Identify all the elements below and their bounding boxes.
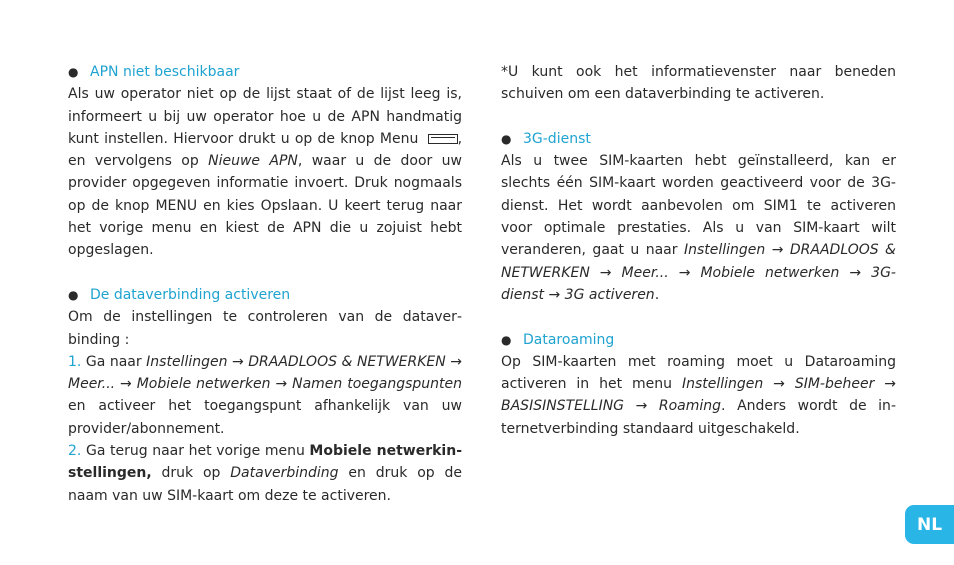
step-2-post: en druk op de naam van uw SIM-kaart om deze te activeren. bbox=[68, 465, 462, 504]
menu-key-icon bbox=[428, 134, 458, 144]
3g-heading-text: 3G-dienst bbox=[523, 130, 591, 147]
apn-new-apn-label: Nieuwe APN bbox=[208, 153, 298, 170]
roaming-body-path: Instellingen → SIM-beheer → BASISINSTELLING → Roaming bbox=[501, 376, 896, 415]
step-2-mid: druk op bbox=[151, 465, 231, 482]
step-1-path: Instellingen → DRAADLOOS & NETWERKEN → Meer... → Mobiele netwerken → Namen toegangspunten bbox=[68, 353, 462, 393]
left-column bbox=[68, 61, 462, 507]
step-2-pre: Ga terug naar het vorige menu bbox=[81, 443, 310, 460]
3g-body-post: . bbox=[654, 286, 660, 303]
3g-heading bbox=[501, 128, 896, 150]
language-badge: NL bbox=[905, 505, 954, 544]
data-heading bbox=[68, 284, 462, 306]
apn-body-text-3: , waar u de door uw provider opgegeven informatie invoert. Druk nogmaals op de knop MENU en kies Opslaan. U keert terug naar het vorige menu en kiest de APN die u zojuist hebt opgeslagen. bbox=[68, 153, 463, 259]
bullet-icon: ● bbox=[501, 131, 512, 146]
apn-heading-text: APN niet beschikbaar bbox=[90, 64, 240, 80]
roaming-heading-text: Dataroaming bbox=[523, 331, 615, 348]
data-connection-section bbox=[68, 284, 462, 507]
3g-section bbox=[501, 128, 896, 306]
step-1-pre: Ga naar bbox=[81, 353, 147, 370]
bullet-icon: ● bbox=[68, 287, 79, 302]
step-2-number: 2. bbox=[68, 443, 82, 460]
3g-body-path: Instellingen → DRAADLOOS & NETWERKEN → Meer... → Mobiele netwerken → 3G-dienst → 3G activeren bbox=[501, 242, 896, 303]
step-2-bold: Mobiele netwerkinstellingen, bbox=[68, 443, 462, 482]
bullet-icon: ● bbox=[501, 332, 512, 347]
roaming-section bbox=[501, 329, 896, 440]
data-intro: Om de instellingen te controleren van de dataverbinding : bbox=[68, 309, 462, 348]
roaming-body bbox=[501, 351, 896, 440]
bullet-icon: ● bbox=[68, 65, 79, 79]
data-heading-text: De dataverbinding activeren bbox=[90, 286, 291, 303]
roaming-heading bbox=[501, 329, 896, 351]
apn-body-text-1: Als uw operator niet op de lijst staat of de lijst leeg is, informeert u bij uw operator hoe u de APN handmatig kunt instellen. Hiervoor drukt u op de knop Menu bbox=[68, 86, 462, 147]
3g-body-pre: Als u twee SIM-kaarten hebt geïnstalleerd, kan er slechts één SIM-kaart worden geactiveerd voor de 3G-dienst. Het wordt aanbevolen om SIM1 te activeren voor optimale prestaties. Als u van SIM-kaart wilt veranderen, gaat u naar bbox=[501, 153, 896, 259]
step-1-post: en activeer het toegangspunt afhankelijk van uw provider/abonnement. bbox=[68, 398, 462, 437]
apn-section bbox=[68, 61, 462, 262]
step-1-number: 1. bbox=[68, 353, 82, 370]
apn-body bbox=[68, 83, 462, 261]
roaming-body-pre: Op SIM-kaarten met roaming moet u Dataroaming activeren in het menu bbox=[501, 353, 896, 393]
note-text: *U kunt ook het informatievenster naar beneden schuiven om een dataverbinding te activeren. bbox=[501, 64, 896, 103]
apn-heading bbox=[68, 61, 462, 83]
data-step-1 bbox=[68, 351, 462, 440]
3g-body bbox=[501, 150, 896, 306]
apn-body-text-2: , en vervolgens op bbox=[68, 130, 463, 170]
roaming-body-post: . Anders wordt de internetverbinding standaard uitgeschakeld. bbox=[501, 398, 896, 437]
data-step-2 bbox=[68, 440, 462, 507]
right-column bbox=[501, 61, 896, 440]
step-2-italic: Dataverbinding bbox=[230, 465, 339, 482]
